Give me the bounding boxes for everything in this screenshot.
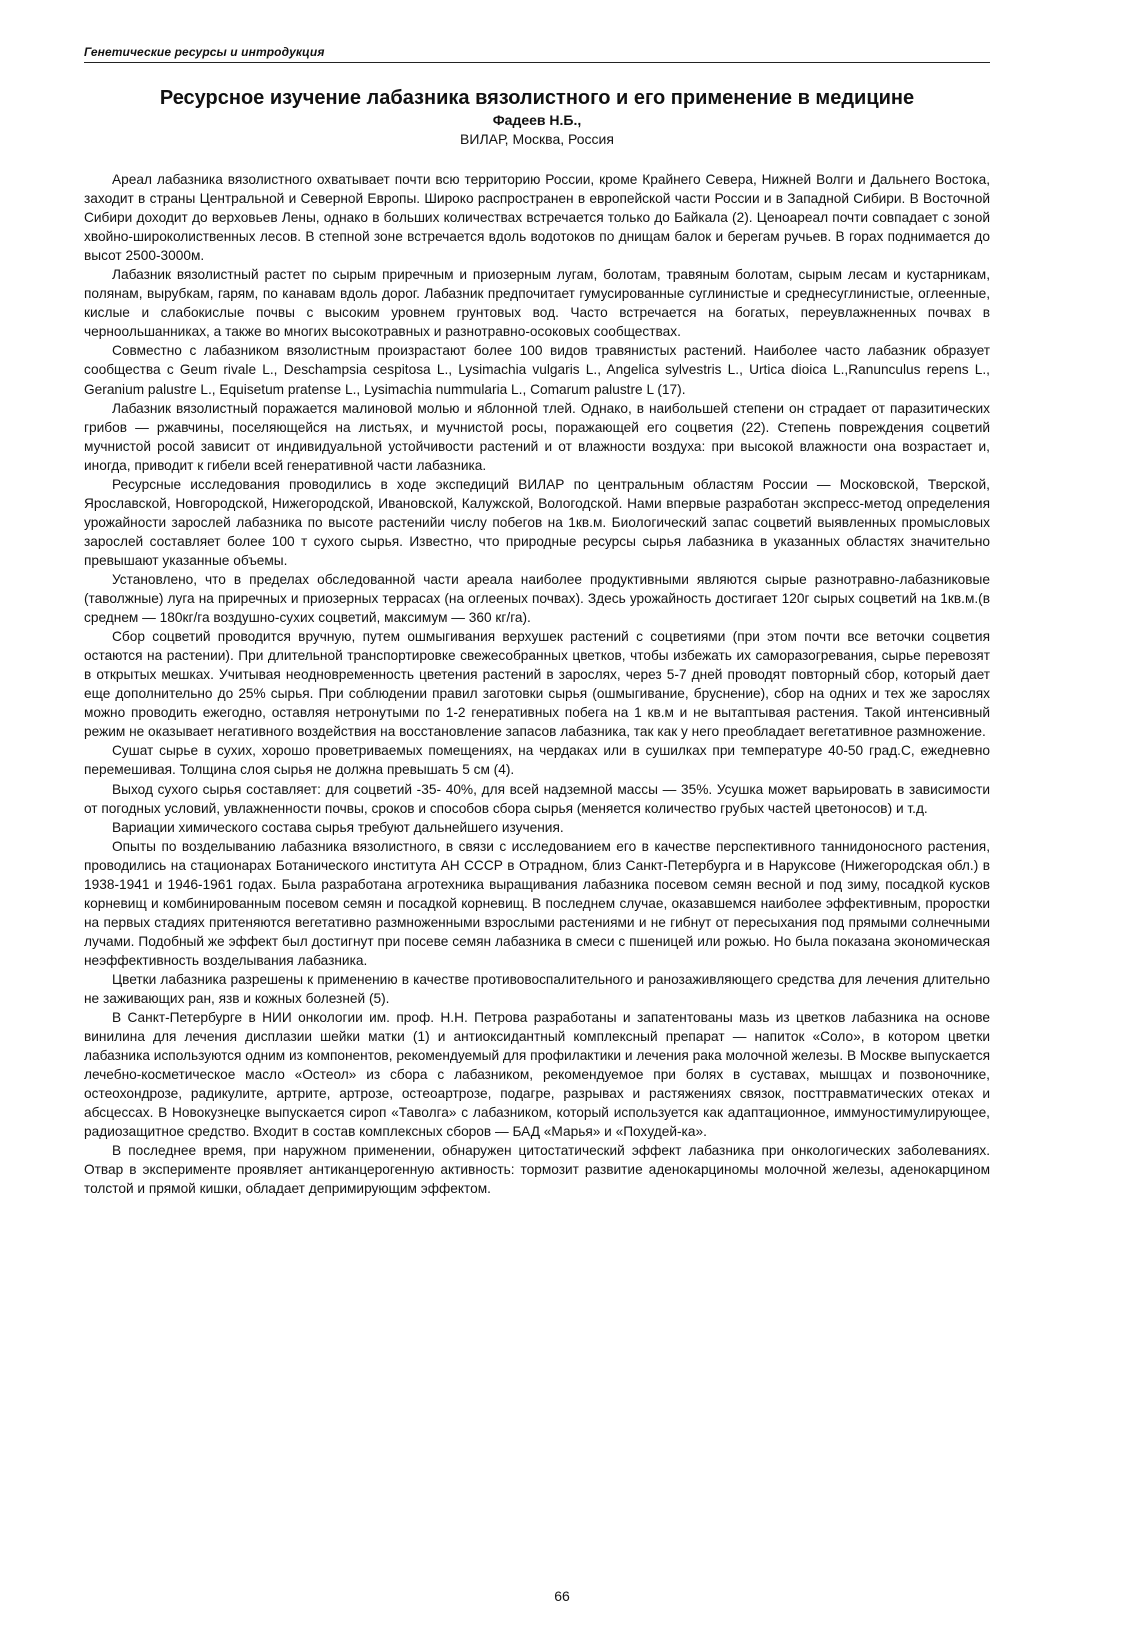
article-affiliation: ВИЛАР, Москва, Россия — [460, 131, 614, 147]
paragraph: Сбор соцветий проводится вручную, путем ошмыгивания верхушек растений с соцветиями (при этом почти все веточки соцветия остаются на растении). При длительной транспортировке свежесобранных цветков, чтобы избежать их саморазогревания, сырье перевозят в открытых мешках. Учитывая неодновременность цветения растений в зарослях, через 5-7 дней проводят повторный сбор, который дает еще дополнительно до 25% сырья. При соблюдении правил заготовки сырья (ошмыгивание, бруснение), сбор на одних и тех же зарослях можно проводить ежегодно, оставляя нетронутыми по 1-2 генеративных побега на 1 кв.м и не вытаптывая растения. Такой интенсивный режим не оказывает негативного воздействия на восстановление запасов лабазника, так как у него преобладает вегетативное размножение. — [84, 629, 990, 740]
paragraph: Опыты по возделыванию лабазника вязолистного, в связи с исследованием его в качестве перспективного таннидоносного растения, проводились на стационарах Ботанического института АН СССР в Отрадном, близ Санкт-Петербурга и в Наруксове (Нижегородская обл.) в 1938-1941 и 1946-1961 годах. Была разработана агротехника выращивания лабазника посевом семян весной и под зиму, посадкой кусков корневищ и комбинированным посевом семян и посадкой корневищ. В последнем случае, оказавшемся наиболее эффективным, проростки на первых стадиях притеняются вегетативно размноженными взрослыми растениями и не гибнут от пересыхания под прямыми солнечными лучами. Подобный же эффект был достигнут при посеве семян лабазника в смеси с пшеницей или рожью. Но была показана экономическая неэффективность возделывания лабазника. — [84, 838, 990, 968]
paragraph: Лабазник вязолистный поражается малиновой молью и яблонной тлей. Однако, в наибольшей степени он страдает от паразитических грибов — ржавчины, поселяющейся на листьях, и мучнистой росы, поражающей его соцветия (22). Степень повреждения соцветий мучнистой росой зависит от индивидуальной устойчивости растений и от влажности воздуха: при высокой влажности она возрастает и, иногда, приводит к гибели всей генеративной части лабазника. — [84, 400, 990, 473]
paragraph: В Санкт-Петербурге в НИИ онкологии им. проф. Н.Н. Петрова разработаны и запатентованы мазь из цветков лабазника на основе винилина для лечения дисплазии шейки матки (1) и антиоксидантный комплексный препарат — напиток «Соло», в котором цветки лабазника используются одним из компонентов, рекомендуемый для профилактики и лечения рака молочной железы. В Москве выпускается лечебно-косметическое масло «Остеол» из сбора с лабазником, рекомендуемое при болях в суставах, мышцах и позвоночнике, остеохондрозе, радикулите, артрите, артрозе, остеоартрозе, подагре, разрывах и растяжениях связок, посттравматических отеках и абсцессах. В Новокузнецке выпускается сироп «Таволга» с лабазником, который используется как адаптационное, иммуностимулирующее, радиозащитное средство. Входит в состав комплексных сборов — БАД «Марья» и «Похудей-ка». — [84, 1010, 990, 1140]
paragraph: Лабазник вязолистный растет по сырым приречным и приозерным лугам, болотам, травяным болотам, сырым лесам и кустарникам, полянам, вырубкам, гарям, по канавам вдоль дорог. Лабазник предпочитает гумусированные суглинистые и среднесуглинистые, оглеенные, кислые и слабокислые почвы с высоким уровнем грунтовых вод. Часто встречается на богатых, переувлажненных почвах в черноольшанниках, а также во многих высокотравных и разнотравно-осоковых сообществах. — [84, 267, 990, 340]
paragraph: Вариации химического состава сырья требуют дальнейшего изучения. — [112, 819, 564, 835]
paragraph: Ареал лабазника вязолистного охватывает почти всю территорию России, кроме Крайнего Севера, Нижней Волги и Дальнего Востока, заходит в страны Центральной и Северной Европы. Широко распространен в европейской части России и в Западной Сибири. В Восточной Сибири доходит до верховьев Лены, однако в больших количествах встречается только до Байкала (2). Ценоареал почти совпадает с зоной хвойно-широколиственных лесов. В степной зоне встречается вдоль водотоков по днищам балок и берегам ручьев. В горах поднимается до высот 2500-3000м. — [84, 172, 990, 264]
article-body — [84, 170, 990, 1199]
paragraph: Сушат сырье в сухих, хорошо проветриваемых помещениях, на чердаках или в сушилках при температуре 40-50 град.С, ежедневно перемешивая. Толщина слоя сырья не должна превышать 5 см (4). — [84, 743, 990, 778]
paragraph: Цветки лабазника разрешены к применению в качестве противовоспалительного и ранозаживляющего средства для лечения длительно не заживающих ран, язв и кожных болезней (5). — [84, 971, 990, 1007]
header-rule — [84, 62, 990, 63]
page-number: 66 — [554, 1588, 570, 1604]
article-title: Ресурсное изучение лабазника вязолистного и его применение в медицине — [159, 87, 915, 109]
paragraph: Установлено, что в пределах обследованной части ареала наиболее продуктивными являются сырые разнотравно-лабазниковые (таволжные) луга на приречных и приозерных террасах (на оглееных почвах). Здесь урожайность достигает 120г сырых соцветий на 1кв.м.(в среднем — 180кг/га воздушно-сухих соцветий, максимум — 360 кг/га). — [84, 571, 990, 626]
paragraph: Выход сухого сырья составляет: для соцветий -35- 40%, для всей надземной массы — 35%. Усушка может варьировать в зависимости от погодных условий, увлажненности почвы, сроков и способов сбора сырья (меняется количество грубых частей цветоносов) и т.д. — [84, 781, 990, 816]
article-authors: Фадеев Н.Б., — [492, 112, 582, 128]
running-head: Генетические ресурсы и интродукция — [84, 45, 325, 59]
paragraph: Ресурсные исследования проводились в ходе экспедиций ВИЛАР по центральным областям России — Московской, Тверской, Ярославской, Новгородской, Нижегородской, Ивановской, Калужской, Вологодской. Нами впервые разработан экспресс-метод определения урожайности зарослей лабазника по высоте растенийи числу побегов на 1кв.м. Биологический запас соцветий выявленных промысловых зарослей составляет более 100 т сухого сырья. Известно, что природные ресурсы сырья лабазника в указанных областях значительно превышают указанные объемы. — [84, 476, 990, 568]
paragraph: В последнее время, при наружном применении, обнаружен цитостатический эффект лабазника при онкологических заболеваниях. Отвар в эксперименте проявляет антиканцерогенную активность: тормозит развитие аденокарциномы молочной железы, аденокарцином толстой и прямой кишки, обладает депримирующим эффектом. — [84, 1143, 990, 1197]
paragraph: Совместно с лабазником вязолистным произрастают более 100 видов травянистых растений. Наиболее часто лабазник образует сообщества с Geum rivale L., Deschampsia cespitosa L., Lysimachia vulgaris L., Angelica sylvestris L., Urtica dioica L.,Ranunculus repens L., Geranium palustre L., Equisetum pratense L., Lysimachia nummularia L., Comarum palustre L (17). — [84, 343, 990, 397]
